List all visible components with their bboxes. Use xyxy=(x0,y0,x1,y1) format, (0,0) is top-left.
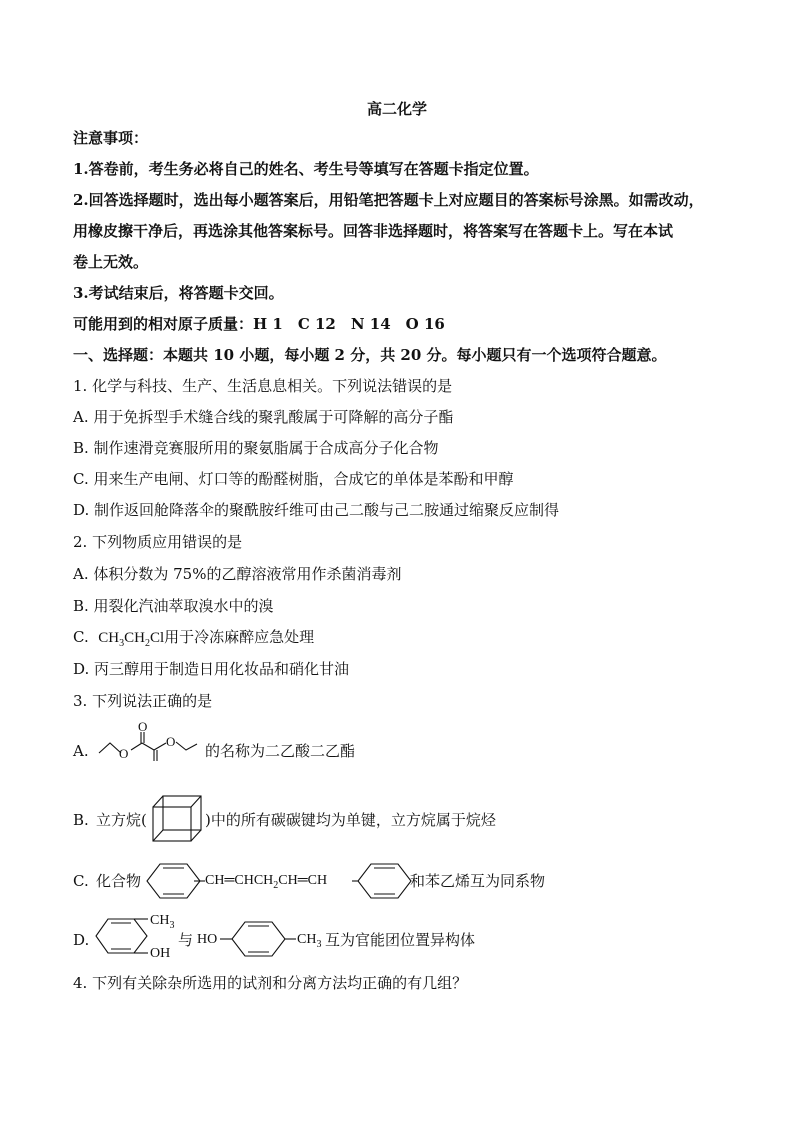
notice-heading: 注意事项： xyxy=(73,129,149,147)
q3-option-c-chain: $CH═CHCH_2CH═CH$ xyxy=(205,873,328,891)
svg-text:O: O xyxy=(138,719,148,734)
q4-stem: 4. 下列有关除杂所选用的试剂和分离方法均正确的有几组？ xyxy=(73,974,468,992)
q1-option-a: A. 用于免拆型手术缝合线的聚乳酸属于可降解的高分子酯 xyxy=(73,408,454,426)
atomic-mass-line: 可能用到的相对原子质量：H 1 C 12 N 14 O 16 xyxy=(73,315,445,333)
q3-option-b-text-1: 立方烷( xyxy=(96,811,147,829)
cubane-structure xyxy=(150,794,206,844)
o-cresol-ch3: $CH_3$ xyxy=(150,913,175,931)
q3-option-b-text-2: )中的所有碳碳键均为单键，立方烷属于烷烃 xyxy=(205,811,496,829)
q3-stem: 3. 下列说法正确的是 xyxy=(73,692,213,710)
q3-option-c-text-2: 和苯乙烯互为同系物 xyxy=(410,872,546,890)
o-cresol-oh: OH xyxy=(150,946,171,961)
notice-item-2-cont: 用橡皮擦干净后，再选涂其他答案标号。回答非选择题时，将答案写在答题卡上。写在本试 xyxy=(73,222,674,240)
q3-option-d-text: 互为官能团位置异构体 xyxy=(325,931,476,949)
page-title: 高二化学 xyxy=(366,100,427,118)
q2-option-b: B. 用裂化汽油萃取溴水中的溴 xyxy=(73,597,274,615)
q2-option-c xyxy=(73,627,314,648)
q2-option-a: A. 体积分数为 75%的乙醇溶液常用作杀菌消毒剂 xyxy=(73,565,402,583)
q3-option-c-text-1: 化合物 xyxy=(96,872,142,890)
q3-option-b-label: B. xyxy=(73,811,89,829)
q2-formula: $CH_3CH_2Cl$ xyxy=(98,630,165,649)
svg-text:O: O xyxy=(166,734,176,749)
q1-option-b: B. 制作速滑竞赛服所用的聚氨脂属于合成高分子化合物 xyxy=(73,439,439,457)
q3-option-a-label: A. xyxy=(73,742,89,760)
notice-item-2-end: 卷上无效。 xyxy=(73,253,149,271)
section-heading: 一、选择题：本题共 10 小题，每小题 2 分，共 20 分。每小题只有一个选项符合题意。 xyxy=(73,346,667,364)
p-cresol-ch3: $CH_3$ xyxy=(297,932,322,950)
notice-item-1: 1.答卷前，考生务必将自己的姓名、考生号等填写在答题卡指定位置。 xyxy=(73,160,539,178)
benzene-ring-right-icon xyxy=(352,862,412,902)
q1-option-d: D. 制作返回舱降落伞的聚酰胺纤维可由己二酸与己二胺通过缩聚反应制得 xyxy=(73,501,560,519)
q3-option-c-label: C. xyxy=(73,872,89,890)
notice-item-3: 3.考试结束后，将答题卡交回。 xyxy=(73,284,284,302)
q3-option-d-yu: 与 xyxy=(178,931,194,949)
p-cresol-ring-icon xyxy=(220,920,300,960)
q3-option-a-text: 的名称为二乙酸二乙酯 xyxy=(205,742,356,760)
q1-stem: 1. 化学与科技、生产、生活息息相关。下列说法错误的是 xyxy=(73,377,453,395)
benzene-ring-left-icon xyxy=(147,862,207,902)
svg-text:O: O xyxy=(119,746,129,761)
diethyl-oxalate-structure xyxy=(96,720,206,760)
p-cresol-ho: HO xyxy=(197,932,218,947)
q2-stem: 2. 下列物质应用错误的是 xyxy=(73,533,243,551)
q2-option-d: D. 丙三醇用于制造日用化妆品和硝化甘油 xyxy=(73,660,350,678)
q3-option-d-label: D. xyxy=(73,931,90,949)
q2-option-c-label: C. xyxy=(73,628,89,646)
q2-option-c-text: 用于冷冻麻醉应急处理 xyxy=(164,628,315,646)
q1-option-c: C. 用来生产电闸、灯口等的酚醛树脂，合成它的单体是苯酚和甲醇 xyxy=(73,470,514,488)
notice-item-2: 2.回答选择题时，选出每小题答案后，用铅笔把答题卡上对应题目的答案标号涂黑。如需改动， xyxy=(73,191,704,209)
